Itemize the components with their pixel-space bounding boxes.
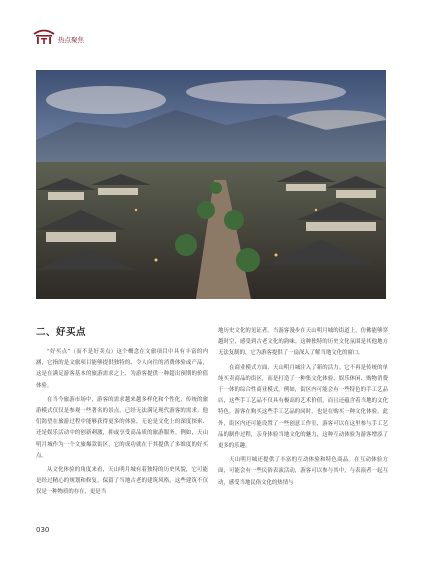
- old-town-rooftops-photo-icon: [36, 70, 386, 299]
- section-heading: 二、好买点: [36, 327, 87, 338]
- page-number: 030: [36, 526, 50, 534]
- paragraph: 从文化体验的角度来看，天山明月城有着独特的历史风貌，它可能是经过精心的规划和修复，保留了当地古老的建筑风格，这些建筑不仅仅是一种物质的存在，更是当: [36, 467, 208, 496]
- paragraph: 地历史文化的见证者。当游客漫步在天山明月城的街道上，仿佛能够穿越时空，感受到古老文化的韵味。这种独特的历史文化氛围是其他地方无法复制的，它为游客提供了一扇深入了解当地文化的窗口。: [218, 328, 388, 357]
- hero-photo: [36, 70, 386, 299]
- pavilion-logo-icon: [33, 28, 55, 45]
- left-column: [36, 324, 208, 502]
- paragraph: 在商业模式方面，天山明月城注入了新的活力。它不再是传统的单纯买卖商品的街区，而是打造了一种集文化体验、娱乐休闲、购物消费于一体的综合性商业模式。例如，街区内可能会有一些特色的手工艺品店，这些手工艺品不仅具有极高的艺术价值，而且还蕴含着当地的文化特色。游客在购买这些手工艺品的同时，也是在购买一种文化体验。此外，街区内还可能设置了一些创意工作室，游客可以在这里参与手工艺品的制作过程，亲身体验当地文化的魅力，这种互动体验为游客增添了更多的乐趣。: [218, 364, 388, 450]
- paragraph: “好买点”（而不是好卖点）这个概念在文旅项目中具有丰富的内涵，它指的是文旅项目能够提供独特的、令人向往的消费体验或产品，这是在满足游客基本的旅游需求之上，为游客提供一种超出预期的价值体验。: [36, 349, 208, 389]
- right-column: [218, 326, 388, 492]
- paragraph: 天山明月城还提供了丰富的互动体验和特色商品。在互动体验方面，可能会有一些民俗表演活动，游客可以参与其中，与表演者一起互动，感受当地民俗文化的热情与: [218, 457, 388, 486]
- paragraph: 在当今旅游市场中，游客的需求越来越多样化和个性化，传统的旅游模式仅仅是参观一些著名的景点，已经无法满足现代游客的需求。他们渴望在旅游过程中能够获得更多的体验，无论是文化上的深度探索、还是娱乐活动中的创新刺激，抑或享受高品质的旅游服务。例如，天山明月城作为一个文旅爆款街区，它的成功就在于其提供了多维度的好买点。: [36, 396, 208, 459]
- section-tag: 热点聚焦: [58, 36, 84, 44]
